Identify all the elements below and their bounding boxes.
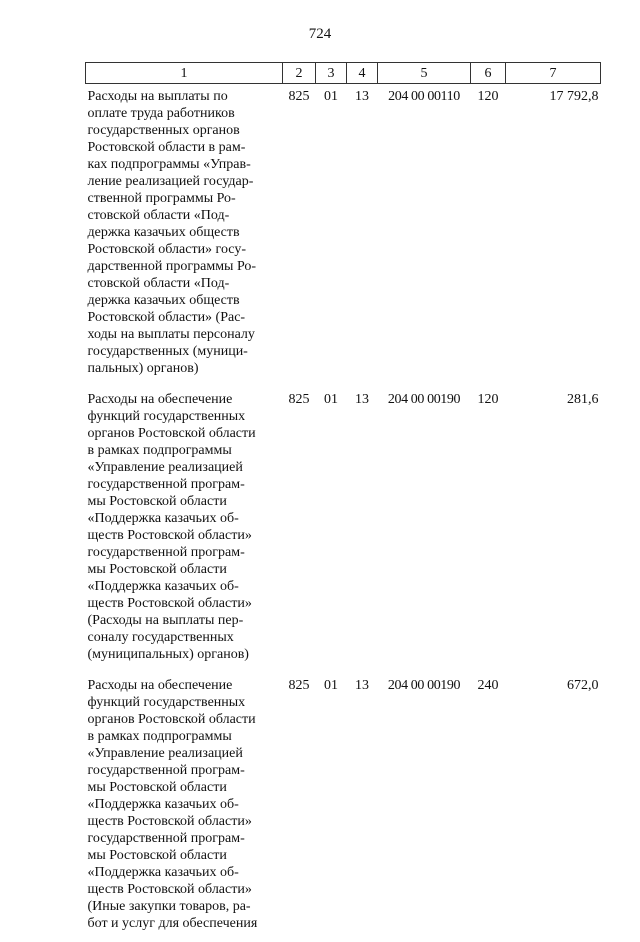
column-header-5: 5 [378,63,471,84]
description-line: Ростовской области в рам- [88,139,281,156]
target-item-code: 204 00 00110 [378,84,471,388]
description-line: «Поддержка казачьих об- [88,510,281,527]
expense-description [86,84,283,388]
description-line: «Управление реализацией [88,745,281,762]
description-line: ление реализацией государ- [88,173,281,190]
column-header-2: 2 [283,63,316,84]
description-line: мы Ростовской области [88,847,281,864]
ministry-code: 825 [283,387,316,673]
description-line: государственных (муници- [88,343,281,360]
expense-description [86,387,283,673]
description-line: ществ Ростовской области» [88,881,281,898]
description-line: органов Ростовской области [88,425,281,442]
section-code: 01 [316,84,347,388]
ministry-code: 825 [283,673,316,942]
column-header-4: 4 [347,63,378,84]
column-header-3: 3 [316,63,347,84]
description-line: Ростовской области» (Рас- [88,309,281,326]
column-header-1: 1 [86,63,283,84]
description-line: «Поддержка казачьих об- [88,578,281,595]
section-code: 01 [316,673,347,942]
description-line: государственной програм- [88,830,281,847]
table-body [86,84,601,942]
expense-type-code: 120 [471,387,506,673]
description-line: стовской области «Под- [88,207,281,224]
description-line: государственной програм- [88,476,281,493]
description-line: ществ Ростовской области» [88,813,281,830]
description-line: в рамках подпрограммы [88,728,281,745]
description-line: мы Ростовской области [88,779,281,796]
description-line: мы Ростовской области [88,493,281,510]
subsection-code: 13 [347,673,378,942]
description-line: функций государственных [88,694,281,711]
description-line: «Поддержка казачьих об- [88,796,281,813]
ministry-code: 825 [283,84,316,388]
page-number: 724 [0,26,640,43]
budget-table [85,62,601,942]
description-line: оплате труда работников [88,105,281,122]
description-line: Ростовской области» госу- [88,241,281,258]
description-line: держка казачьих обществ [88,292,281,309]
description-line: мы Ростовской области [88,561,281,578]
column-header-row [86,63,601,84]
description-line: ществ Ростовской области» [88,527,281,544]
description-line: «Поддержка казачьих об- [88,864,281,881]
description-line: «Управление реализацией [88,459,281,476]
expense-description [86,673,283,942]
column-header-6: 6 [471,63,506,84]
description-line: (Расходы на выплаты пер- [88,612,281,629]
table-row [86,387,601,673]
description-line: Расходы на обеспечение [88,391,281,408]
target-item-code: 204 00 00190 [378,387,471,673]
expense-type-code: 120 [471,84,506,388]
section-code: 01 [316,387,347,673]
description-line: Расходы на выплаты по [88,88,281,105]
description-line: в рамках подпрограммы [88,442,281,459]
description-line: пальных) органов) [88,360,281,377]
description-line: (Иные закупки товаров, ра- [88,898,281,915]
description-line: (муниципальных) органов) [88,646,281,663]
subsection-code: 13 [347,387,378,673]
amount: 672,0 [506,673,601,942]
target-item-code: 204 00 00190 [378,673,471,942]
description-line: функций государственных [88,408,281,425]
description-line: дарственной программы Ро- [88,258,281,275]
description-line: Расходы на обеспечение [88,677,281,694]
description-line: держка казачьих обществ [88,224,281,241]
description-line: государственных органов [88,122,281,139]
description-line: соналу государственных [88,629,281,646]
table-row [86,673,601,942]
amount: 17 792,8 [506,84,601,388]
description-line: бот и услуг для обеспечения [88,915,281,932]
description-line: государственной програм- [88,544,281,561]
expense-type-code: 240 [471,673,506,942]
table-row [86,84,601,388]
column-header-7: 7 [506,63,601,84]
subsection-code: 13 [347,84,378,388]
description-line: ственной программы Ро- [88,190,281,207]
description-line: государственной програм- [88,762,281,779]
amount: 281,6 [506,387,601,673]
description-line: органов Ростовской области [88,711,281,728]
description-line: ках подпрограммы «Управ- [88,156,281,173]
description-line: ходы на выплаты персоналу [88,326,281,343]
description-line: ществ Ростовской области» [88,595,281,612]
description-line: стовской области «Под- [88,275,281,292]
